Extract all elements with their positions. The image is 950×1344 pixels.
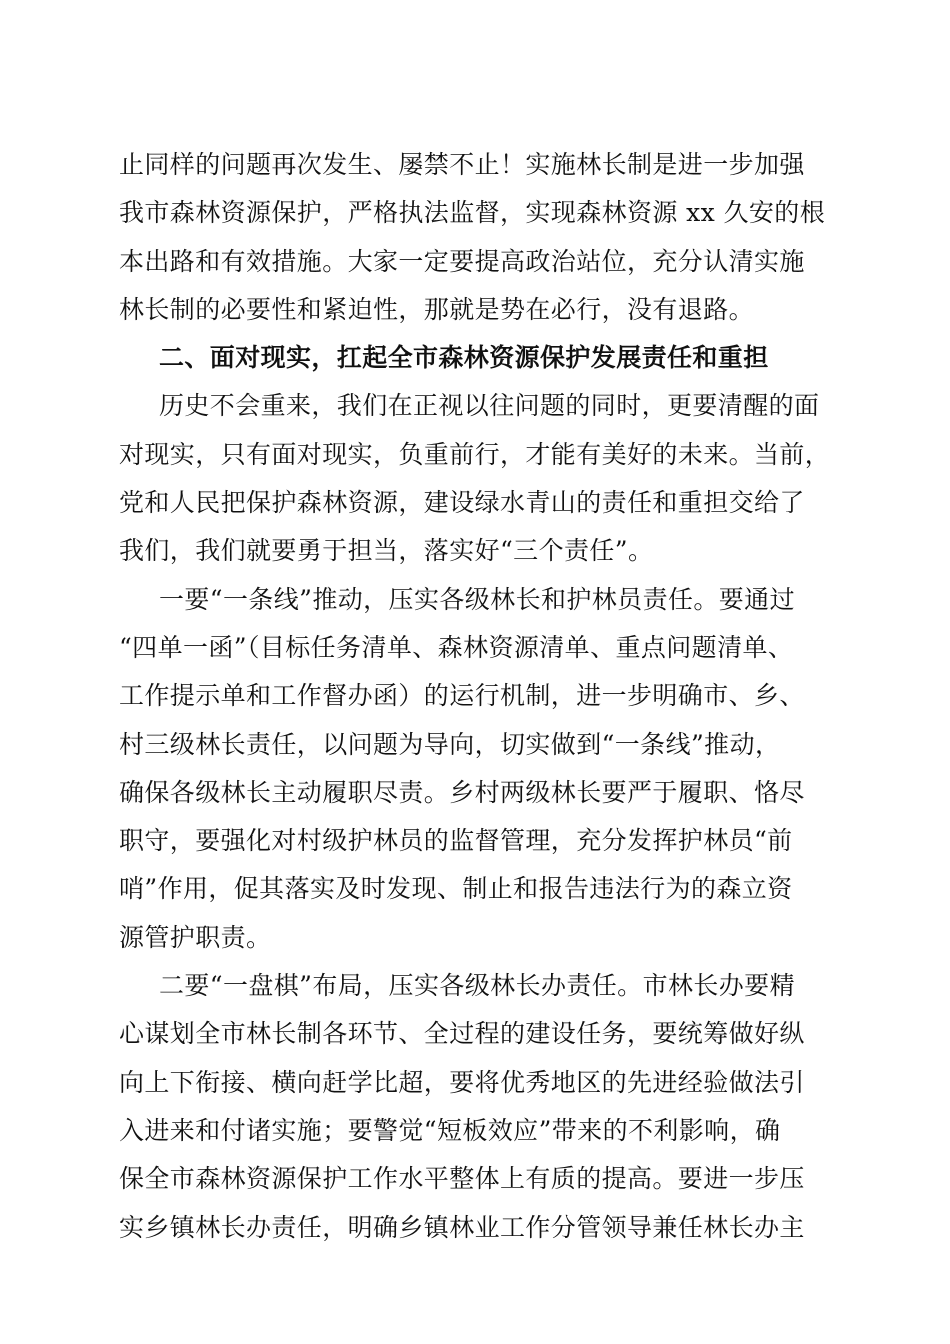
text-line: 保全市森林资源保护工作水平整体上有质的提高。要进一步压	[119, 1164, 805, 1194]
text-line: 实乡镇林长办责任，明确乡镇林业工作分管领导兼任林长办主	[119, 1212, 805, 1242]
text-line: 职守，要强化对村级护林员的监督管理，充分发挥护林员“前	[119, 826, 793, 856]
text-line: 心谋划全市林长制各环节、全过程的建设任务，要统筹做好纵	[119, 1019, 805, 1049]
text-line: 止同样的问题再次发生、屡禁不止！实施林长制是进一步加强	[119, 150, 805, 179]
text-line: 入进来和付诸实施；要警觉“短板效应”带来的不利影响，确	[119, 1115, 781, 1145]
text-line: 哨”作用，促其落实及时发现、制止和报告违法行为的森立资	[119, 874, 793, 904]
text-line: “四单一函”（目标任务清单、森林资源清单、重点问题清单、	[119, 632, 794, 662]
text-line: 向上下衔接、横向赶学比超，要将优秀地区的先进经验做法引	[119, 1067, 805, 1097]
paragraph-first-line: 一要“一条线”推动，压实各级林长和护林员责任。要通过	[159, 584, 795, 614]
paragraph-first-line: 二要“一盘棋”布局，压实各级林长办责任。市林长办要精	[159, 971, 795, 1001]
text-line: 林长制的必要性和紧迫性，那就是势在必行，没有退路。	[119, 294, 755, 324]
text-line: 源管护职责。	[119, 922, 272, 952]
text-line: 我市森林资源保护，严格执法监督，实现森林资源 xx 久安的根	[119, 198, 826, 228]
text-line: 本出路和有效措施。大家一定要提高政治站位，充分认清实施	[119, 246, 805, 276]
text-line: 党和人民把保护森林资源，建设绿水青山的责任和重担交给了	[119, 488, 805, 518]
text-line: 确保各级林长主动履职尽责。乡村两级林长要严于履职、恪尽	[119, 777, 805, 807]
text-line: 对现实，只有面对现实，负重前行，才能有美好的未来。当前，	[119, 439, 831, 469]
text-line: 我们，我们就要勇于担当，落实好“三个责任”。	[119, 536, 654, 566]
paragraph-first-line: 历史不会重来，我们在正视以往问题的同时，更要清醒的面	[159, 391, 820, 421]
document-body	[119, 141, 835, 1252]
text-line: 工作提示单和工作督办函）的运行机制，进一步明确市、乡、	[119, 681, 805, 711]
section-heading: 二、面对现实，扛起全市森林资源保护发展责任和重担	[159, 343, 769, 373]
text-line: 村三级林长责任，以问题为导向，切实做到“一条线”推动，	[119, 729, 781, 759]
